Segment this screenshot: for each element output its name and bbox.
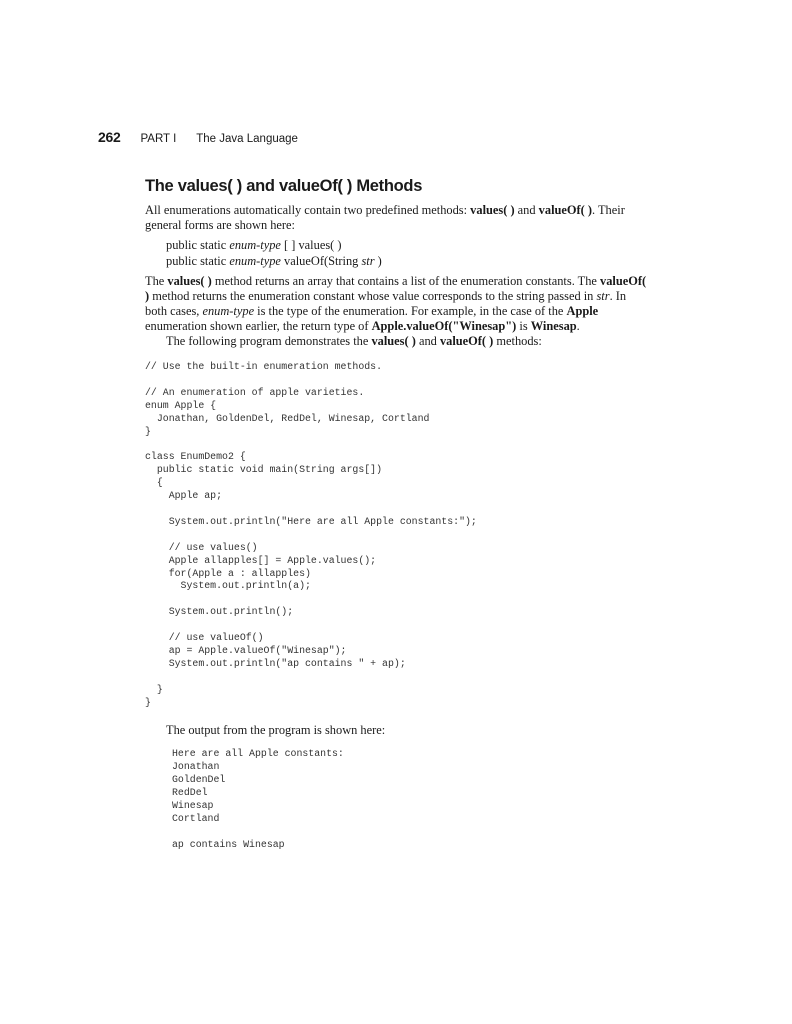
text-run: . <box>576 319 580 333</box>
method-name: values( ) <box>470 203 515 217</box>
program-intro-paragraph <box>145 334 650 349</box>
general-forms <box>166 238 650 269</box>
valueof-signature <box>166 254 650 270</box>
method-name: valueOf( ) <box>439 334 494 348</box>
method-name: values( ) <box>371 334 416 348</box>
values-signature <box>166 238 650 254</box>
text-run: The <box>145 274 168 288</box>
program-output: Here are all Apple constants: Jonathan GoldenDel RedDel Winesap Cortland ap contains Winesap <box>172 748 344 850</box>
text-run: public static <box>166 253 230 268</box>
param-placeholder: str <box>596 289 610 303</box>
text-run: enumeration shown earlier, the return type of <box>145 319 372 333</box>
method-name: valueOf( ) <box>538 203 593 217</box>
text-run: . In both cases, <box>145 289 627 318</box>
explanation-paragraph <box>145 274 650 334</box>
part-label: PART I <box>140 133 177 145</box>
text-run: [ ] values( ) <box>280 238 342 252</box>
text-run: method returns the enumeration constant whose value corresponds to the string passed in <box>149 289 597 303</box>
enum-constant: Winesap <box>530 319 577 333</box>
text-run: public static <box>166 238 230 252</box>
text-run: is <box>516 319 531 333</box>
running-header <box>98 129 298 145</box>
method-name: values( ) <box>167 274 212 288</box>
text-run: and <box>514 203 539 217</box>
output-intro: The output from the program is shown here: <box>166 723 386 738</box>
type-placeholder: enum-type <box>202 304 255 318</box>
text-run: All enumerations automatically contain two predefined methods: <box>145 203 471 217</box>
code-listing: // Use the built-in enumeration methods. // An enumeration of apple varieties. enum Apple { Jonathan, GoldenDel, RedDel, Winesap, Cortland } class EnumDemo2 { public static void main(String args[]) { Apple ap; System.out.println("Here are all Apple constants:"); // use values() Apple allapples[] = Apple.values(); for(Apple a : allapples) System.out.println(a); System.out.println(); // use valueOf() ap = Apple.valueOf("Winesap"); System.out.println("ap contains " + ap); } } <box>145 361 477 708</box>
text-run: is the type of the enumeration. For example, in the case of the <box>254 304 567 318</box>
code-expression: Apple.valueOf("Winesap") <box>371 319 517 333</box>
part-title: The Java Language <box>196 133 298 145</box>
text-run: and <box>415 334 440 348</box>
text-run: methods: <box>493 334 542 348</box>
text-run: valueOf(String <box>280 253 362 268</box>
method-name: valueOf( ) <box>145 274 647 303</box>
text-run: method returns an array that contains a list of the enumeration constants. The <box>211 274 601 288</box>
page-number: 262 <box>98 129 121 145</box>
intro-paragraph <box>145 203 650 233</box>
type-placeholder: enum-type <box>229 253 281 268</box>
enum-name: Apple <box>566 304 599 318</box>
text-run: . Their general forms are shown here: <box>145 203 625 232</box>
text-run: The following program demonstrates the <box>166 334 372 348</box>
param-placeholder: str <box>361 253 375 268</box>
page-body <box>145 175 650 852</box>
section-heading: The values( ) and valueOf( ) Methods <box>145 177 423 195</box>
text-run: ) <box>374 253 382 268</box>
type-placeholder: enum-type <box>229 238 281 252</box>
